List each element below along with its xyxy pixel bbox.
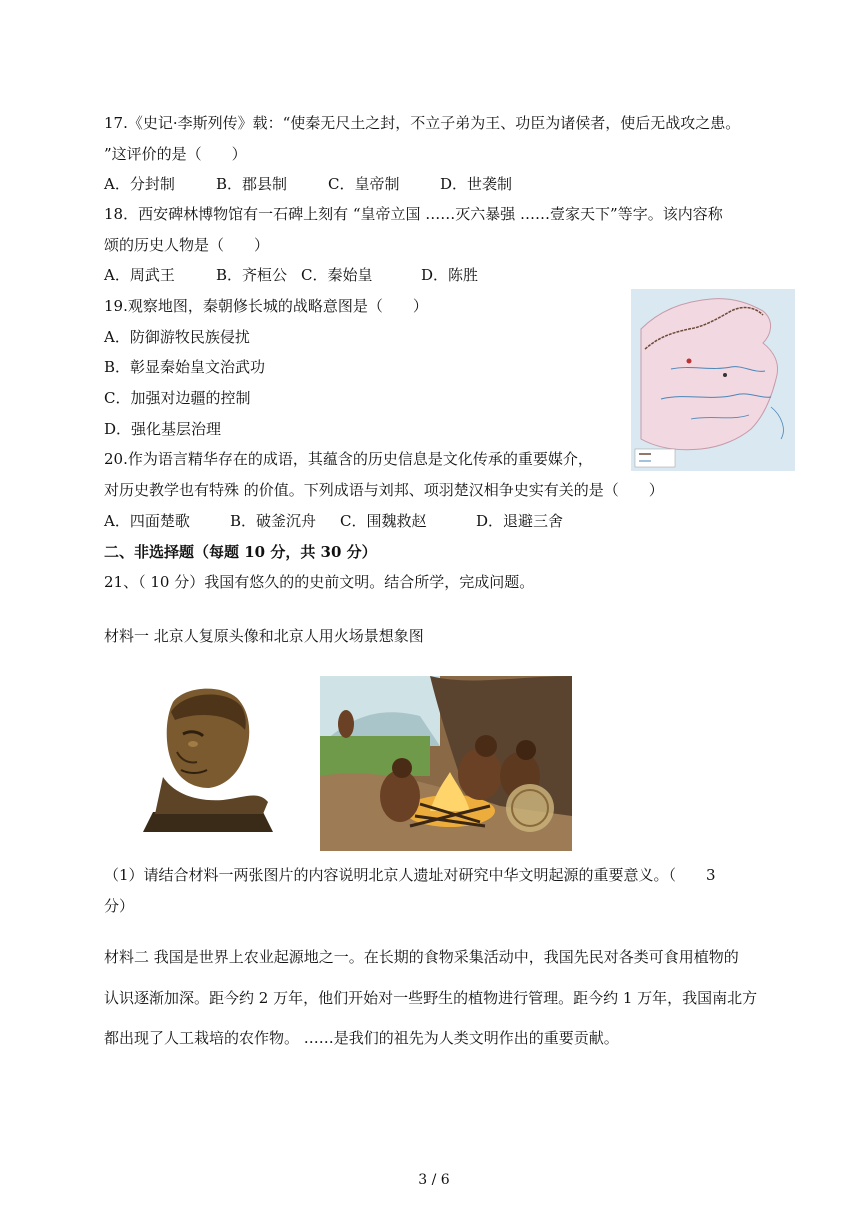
- q17-option-b: B．郡县制: [216, 175, 288, 193]
- q17-option-c: C．皇帝制: [328, 175, 400, 193]
- peking-man-fire-scene-image: [320, 676, 572, 851]
- peking-man-bust-image: [133, 682, 283, 839]
- material2-line2: 认识逐渐加深。距今约 2 万年，他们开始对一些野生的植物进行管理。距今约 1 万年，我国南北方: [104, 989, 758, 1007]
- q20-stem-line1: 20.作为语言精华存在的成语，其蕴含的历史信息是文化传承的重要媒介，: [104, 450, 593, 468]
- page-number: 3 / 6: [418, 1172, 450, 1188]
- q18-stem-line2: 颂的历史人物是（ ）: [104, 236, 270, 254]
- q20-option-c: C．围魏救赵: [340, 512, 427, 530]
- q17-option-a: A．分封制: [104, 175, 175, 193]
- q20-options: [104, 510, 563, 532]
- q20-option-d: D．退避三舍: [476, 512, 564, 530]
- q19-option-b: B．彰显秦始皇文治武功: [104, 358, 266, 376]
- q18-stem-line1: 18．西安碑林博物馆有一石碑上刻有 “皇帝立国 ……灭六暴强 ……壹家天下”等字。该内容称: [104, 205, 723, 223]
- section-heading: 二、非选择题（每题 10 分，共 30 分）: [104, 543, 377, 561]
- q19-stem: 19.观察地图，秦朝修长城的战略意图是（ ）: [104, 297, 428, 315]
- material1-caption: 材料一 北京人复原头像和北京人用火场景想象图: [104, 627, 424, 645]
- q21-sub1-line1: （1）请结合材料一两张图片的内容说明北京人遗址对研究中华文明起源的重要意义。（ 3: [104, 866, 716, 884]
- q20-option-b: B．破釜沉舟: [230, 512, 317, 530]
- q18-option-a: A．周武王: [104, 266, 175, 284]
- q21-sub1-line2: 分）: [104, 897, 135, 915]
- q17-stem-line2: ”这评价的是（ ）: [104, 145, 247, 163]
- q17-option-d: D．世袭制: [440, 175, 513, 193]
- q20-option-a: A．四面楚歌: [104, 512, 190, 530]
- q20-stem-line2: 对历史教学也有特殊 的价值。下列成语与刘邦、项羽楚汉相争史实有关的是（ ）: [104, 481, 664, 499]
- q19-option-c: C．加强对边疆的控制: [104, 389, 251, 407]
- q21-stem: 21、（ 10 分）我国有悠久的的史前文明。结合所学，完成问题。: [104, 573, 535, 591]
- q17-stem-line1: 17.《史记·李斯列传》载：“使秦无尺土之封，不立子弟为王、功臣为诸侯者，使后无战攻之患。: [104, 114, 741, 132]
- material2-line3: 都出现了人工栽培的农作物。 ……是我们的祖先为人类文明作出的重要贡献。: [104, 1029, 619, 1047]
- q18-option-c: C．秦始皇: [301, 266, 373, 284]
- q17-options: [104, 173, 512, 195]
- q18-option-b: B．齐桓公: [216, 266, 288, 284]
- material2-line1: 材料二 我国是世界上农业起源地之一。在长期的食物采集活动中，我国先民对各类可食用植物的: [104, 948, 739, 966]
- q18-option-d: D．陈胜: [421, 266, 479, 284]
- q19-option-d: D．强化基层治理: [104, 420, 222, 438]
- q19-option-a: A．防御游牧民族侵扰: [104, 328, 250, 346]
- q18-options: [104, 264, 478, 286]
- qin-great-wall-map: [631, 289, 795, 471]
